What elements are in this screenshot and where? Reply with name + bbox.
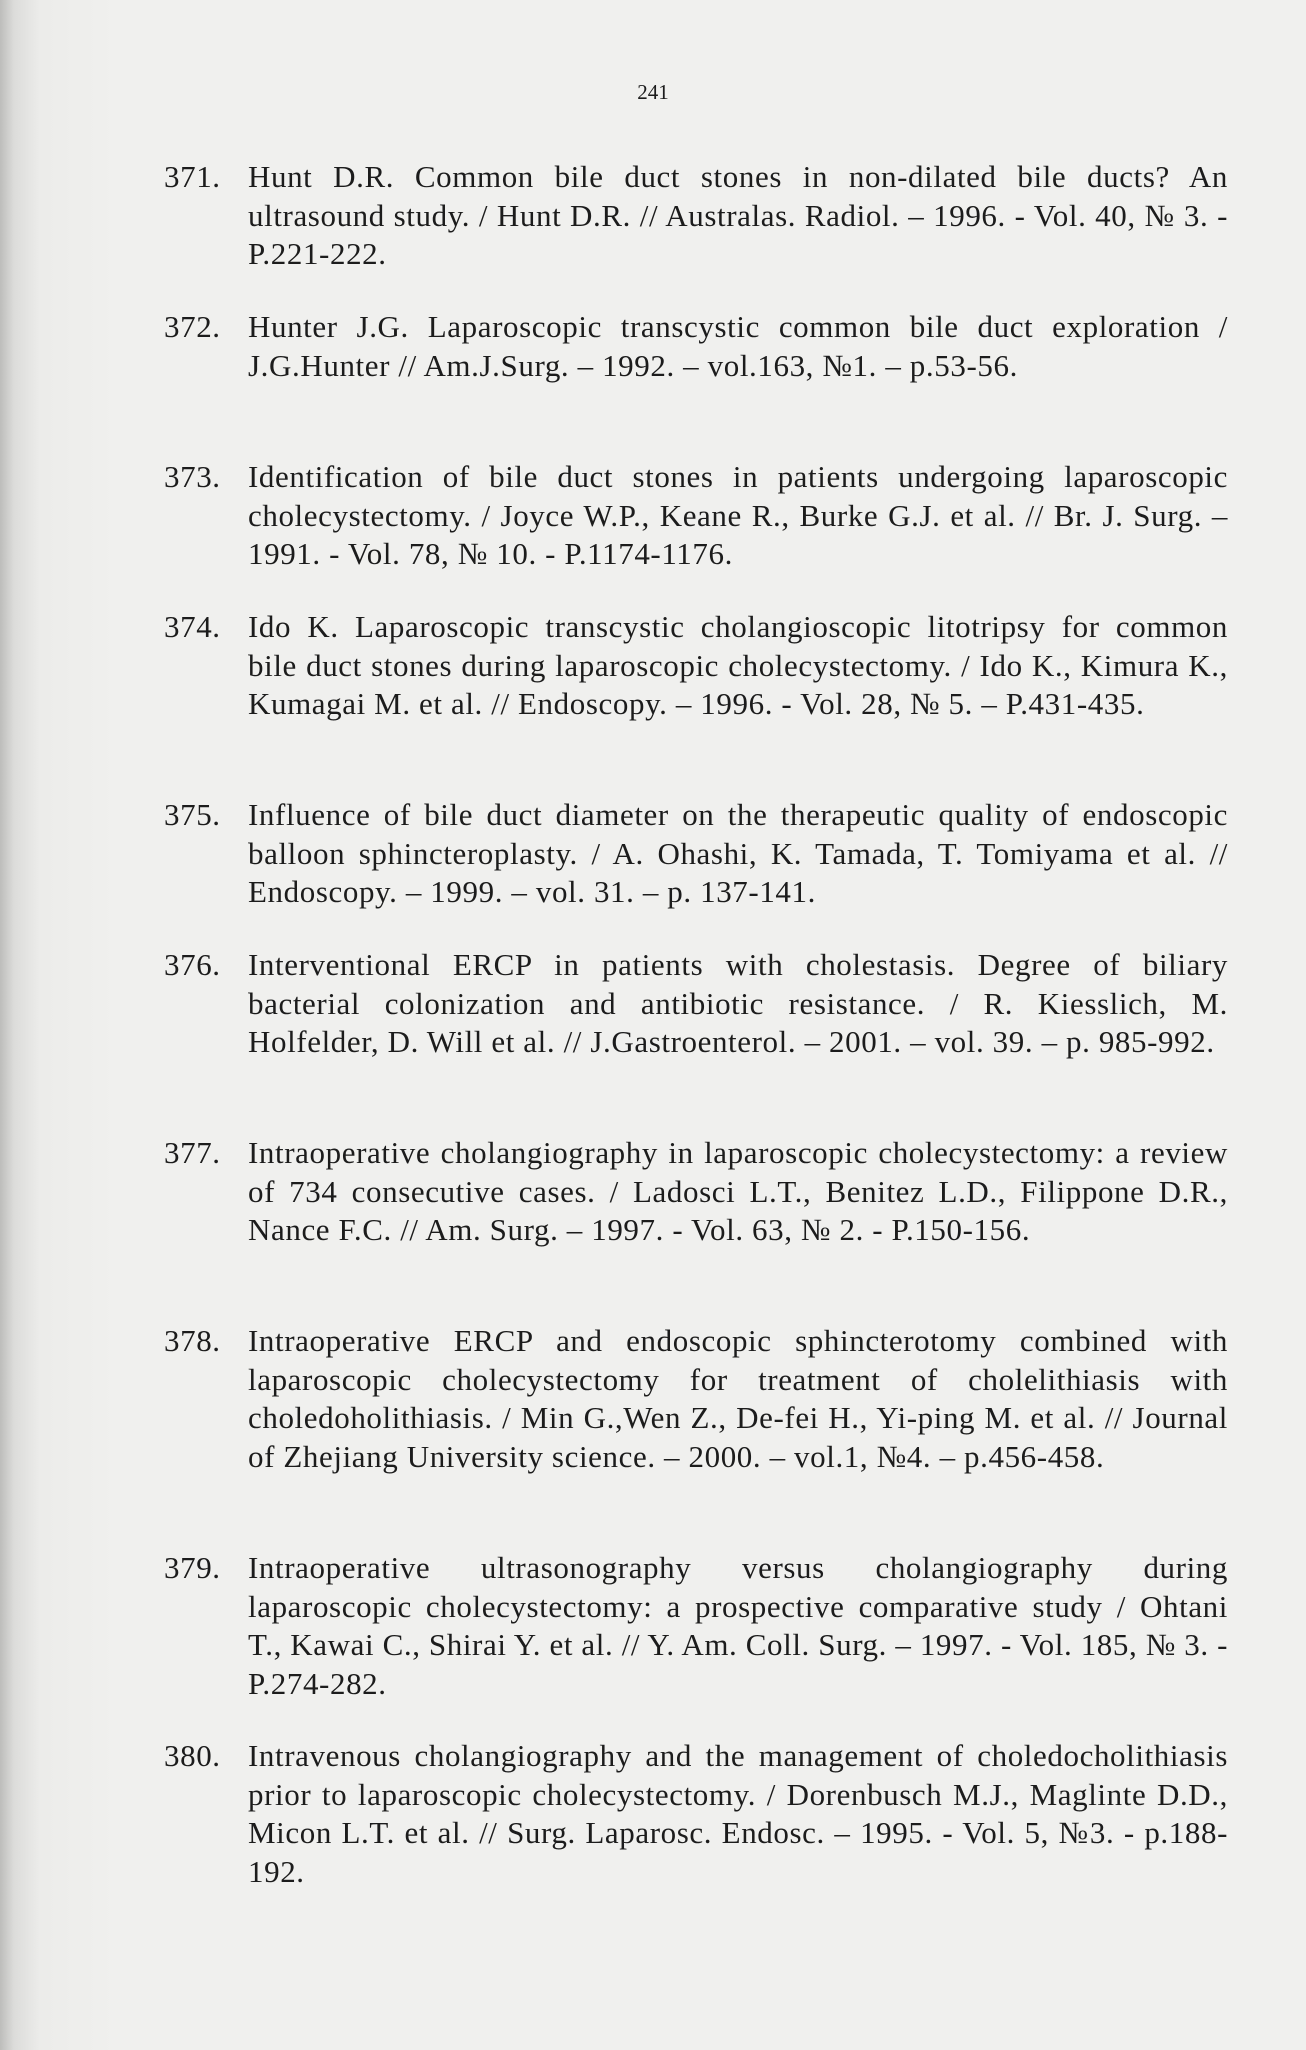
- reference-text: Identification of bile duct stones in patients undergoing laparoscopic cholecystectomy. / Joyce W.P., Keane R., Burke G.J. et al. // Br. J. Surg. – 1991. - Vol. 78, № 10. - P.1174-1176.: [248, 459, 1228, 571]
- reference-text: Intraoperative cholangiography in laparoscopic cholecystectomy: a review of 734 consecutive cases. / Ladosci L.T., Benitez L.D., Filippone D.R., Nance F.C. // Am. Surg. – 1997. - Vol. 63, № 2. - P.150-156.: [248, 1135, 1228, 1247]
- reference-text: Interventional ERCP in patients with cholestasis. Degree of biliary bacterial colonization and antibiotic resistance. / R. Kiesslich, M. Holfelder, D. Will et al. // J.Gastroenterol. – 2001. – vol. 39. – p. 985-992.: [248, 947, 1228, 1059]
- reference-text: Hunter J.G. Laparoscopic transcystic common bile duct exploration / J.G.Hunter // Am.J.Surg. – 1992. – vol.163, №1. – p.53-56.: [248, 309, 1228, 383]
- reference-item: [164, 946, 1228, 1062]
- reference-item: [164, 1134, 1228, 1250]
- reference-item: [164, 458, 1228, 574]
- reference-text: Influence of bile duct diameter on the therapeutic quality of endoscopic balloon sphincteroplasty. / A. Ohashi, K. Tamada, T. Tomiyama et al. // Endoscopy. – 1999. – vol. 31. – p. 137-141.: [248, 797, 1228, 909]
- reference-item: [164, 308, 1228, 385]
- reference-number: 372.: [164, 309, 221, 344]
- reference-text: Ido K. Laparoscopic transcystic cholangioscopic litotripsy for common bile duct stones during laparoscopic cholecystectomy. / Ido K., Kimura K., Kumagai M. et al. // Endoscopy. – 1996. - Vol. 28, № 5. – P.431-435.: [248, 609, 1228, 721]
- reference-number: 375.: [164, 797, 221, 832]
- reference-text: Intraoperative ERCP and endoscopic sphincterotomy combined with laparoscopic cholecystectomy for treatment of cholelithiasis with choledoholithiasis. / Min G.,Wen Z., De-fei H., Yi-ping M. et al. // Journal of Zhejiang University science. – 2000. – vol.1, №4. – p.456-458.: [248, 1323, 1228, 1474]
- reference-text: Intravenous cholangiography and the management of choledocholithiasis prior to laparoscopic cholecystectomy. / Dorenbusch M.J., Maglinte D.D., Micon L.T. et al. // Surg. Laparosc. Endosc. – 1995. - Vol. 5, №3. - p.188-192.: [248, 1738, 1228, 1889]
- reference-item: [164, 608, 1228, 724]
- reference-number: 371.: [164, 159, 221, 194]
- reference-item: [164, 1549, 1228, 1703]
- reference-list: [164, 158, 1228, 1889]
- reference-number: 377.: [164, 1135, 221, 1170]
- reference-number: 376.: [164, 947, 221, 982]
- reference-item: [164, 1737, 1228, 1891]
- reference-number: 374.: [164, 609, 221, 644]
- reference-number: 378.: [164, 1323, 221, 1358]
- reference-item: [164, 796, 1228, 912]
- page-number: 241: [637, 80, 669, 104]
- reference-number: 373.: [164, 459, 221, 494]
- reference-text: Hunt D.R. Common bile duct stones in non-dilated bile ducts? An ultrasound study. / Hunt D.R. // Australas. Radiol. – 1996. - Vol. 40, № 3. - P.221-222.: [248, 159, 1228, 271]
- reference-number: 379.: [164, 1550, 221, 1585]
- reference-text: Intraoperative ultrasonography versus cholangiography during laparoscopic cholecystectomy: a prospective comparative study / Ohtani T., Kawai C., Shirai Y. et al. // Y. Am. Coll. Surg. – 1997. - Vol. 185, № 3. - P.274-282.: [248, 1550, 1228, 1701]
- reference-item: [164, 158, 1228, 274]
- reference-item: [164, 1322, 1228, 1476]
- reference-number: 380.: [164, 1738, 221, 1773]
